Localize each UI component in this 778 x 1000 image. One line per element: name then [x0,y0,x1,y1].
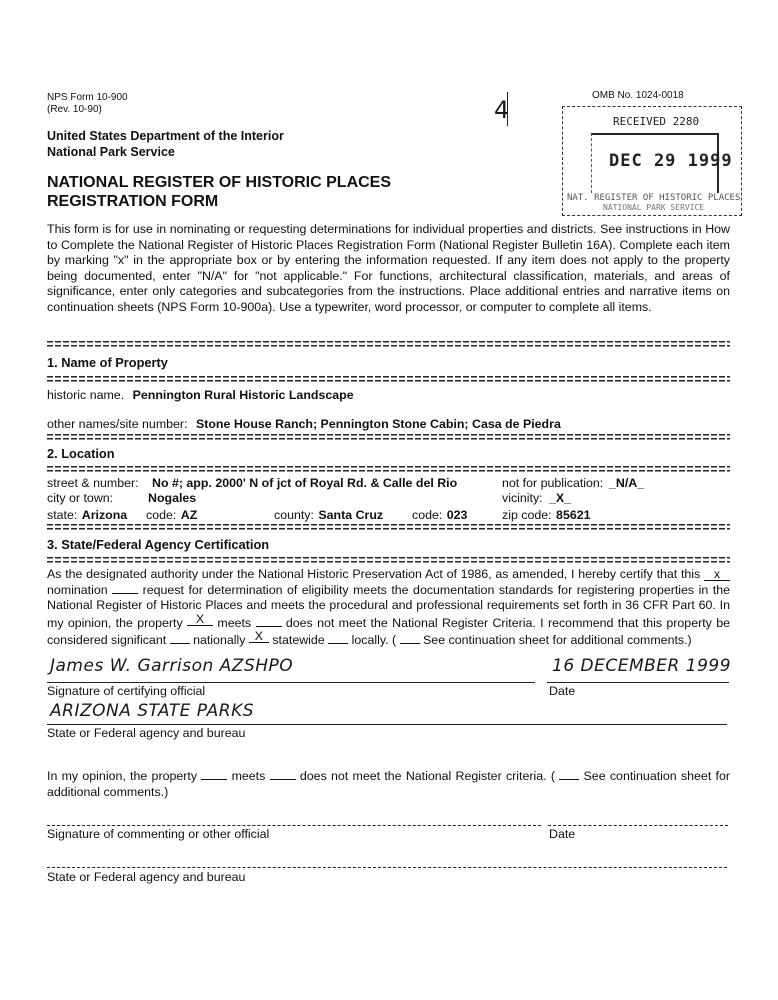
city-label: city or town: [47,491,114,505]
county-code-row [412,506,467,524]
commenting-date-line[interactable] [548,825,728,826]
form-number: NPS Form 10-900 [47,92,128,103]
request-checkbox[interactable] [112,593,138,594]
continuation-checkbox[interactable] [400,643,420,644]
historic-name-value[interactable]: Pennington Rural Historic Landscape [132,388,354,402]
state-label: state: [47,508,78,522]
commenting-agency-line[interactable] [47,867,727,868]
locally-checkbox[interactable] [328,643,348,644]
received-stamp [562,106,742,216]
signature-label: Signature of certifying official [47,684,206,698]
cert-text: nationally [193,633,246,647]
not-for-publication-value[interactable]: _N/A_ [609,476,645,490]
stamp-date: DEC 29 1999 [609,151,733,171]
cert-text: statewide [272,633,325,647]
historic-name-label: historic name. [47,388,125,402]
stamp-received-text: RECEIVED 2280 [613,115,700,128]
other-names-label: other names/site number: [47,417,188,431]
other-names-value[interactable]: Stone House Ranch; Pennington Stone Cabin; Casa de Piedra [195,417,561,431]
certifying-signature[interactable]: James W. Garrison AZSHPO [50,656,294,676]
form-revision: (Rev. 10-90) [47,104,102,115]
section-divider [47,341,730,347]
cert-text: As the designated authority under the National Historic Preservation Act of 1986, as amended, I hereby certify that this [47,567,701,581]
form-title-line2: REGISTRATION FORM [47,193,219,210]
commenting-paragraph [47,769,730,800]
cert-text: meets [217,615,252,630]
section3-heading: 3. State/Federal Agency Certification [47,537,270,552]
statewide-checkbox[interactable]: X [249,631,269,643]
instructions-paragraph: This form is for use in nominating or requesting determinations for individual properties and districts. See instructions in How to Complete the National Register of Historic Places Registration Form (National Register Bulletin 16A). Complete each item by marking "x" in the appropriate box or by entering the information requested. If any item does not apply to the property being documented, enter "N/A" for "not applicable." For functions, architectural classification, materials, and areas of significance, enter only categories and subcategories from the instructions. Place additional entries and narrative items on continuation sheets (NPS Form 10-900a). Use a typewriter, word processor, or computer to complete all items. [47,222,730,314]
street-label: street & number: [47,476,139,490]
state-code-label: code: [146,508,177,522]
comment-text: does not meet the National Register criteria. ( [299,769,555,783]
commenting-agency-label: State or Federal agency and bureau [47,870,246,884]
street-value[interactable]: No #; app. 2000' N of jct of Royal Rd. & Calle del Rio [152,476,458,490]
other-names-row [47,415,561,433]
state-code-value[interactable]: AZ [180,508,198,522]
signature-line [47,682,535,683]
comment-not-meet-checkbox[interactable] [270,779,296,780]
county-code-value[interactable]: 023 [446,508,468,522]
historic-name-row [47,386,354,404]
certification-paragraph [47,567,730,649]
nationally-checkbox[interactable] [170,643,190,644]
comment-text: In my opinion, the property [47,769,198,783]
commenting-date-label: Date [549,827,576,841]
agency-label: State or Federal agency and bureau [47,726,246,740]
zip-row [502,506,591,524]
state-row [47,506,127,524]
cert-text: request for determination of eligibility meets the documentation standards for registering properties in the National Register of Historic Places and meets the procedural and professional requirements set forth in 36 CFR Part 60. In my opinion, the property [47,582,730,630]
zip-label: zip code: [502,508,552,522]
comment-text: See continuation sheet for additional comments.) [47,769,730,799]
county-code-label: code: [412,508,443,522]
cert-text: locally. ( [351,633,397,647]
certifying-date[interactable]: 16 DECEMBER 1999 [552,656,732,676]
vicinity-label: vicinity: [502,491,543,505]
date-label: Date [549,684,576,698]
zip-value[interactable]: 85621 [556,508,591,522]
section-divider [47,524,730,530]
omb-number: OMB No. 1024-0018 [592,90,684,101]
cert-text: nomination [47,582,108,597]
county-value[interactable]: Santa Cruz [318,508,384,522]
comment-text: meets [231,769,266,783]
section2-heading: 2. Location [47,446,115,461]
commenting-signature-label: Signature of commenting or other official [47,827,270,841]
county-label: county: [274,508,314,522]
commenting-signature-line[interactable] [47,825,541,826]
form-title-line1: NATIONAL REGISTER OF HISTORIC PLACES [47,174,392,191]
stamp-footer-line1: NAT. REGISTER OF HISTORIC PLACES [567,193,741,203]
section-divider [47,466,730,472]
vicinity-value[interactable]: _X_ [549,491,572,505]
comment-continuation-checkbox[interactable] [559,779,579,780]
agency-name: National Park Service [47,145,175,159]
date-line [547,682,729,683]
section1-heading: 1. Name of Property [47,355,168,370]
section-divider [47,557,730,563]
meets-checkbox[interactable]: X [187,614,213,626]
not-for-publication-label: not for publication: [502,476,604,490]
does-not-meet-checkbox[interactable] [256,626,282,627]
nomination-checkbox[interactable]: x [704,569,730,581]
cert-text: does not meet the National Register Criteria. I recommend that this property be considered significant [47,615,730,647]
section-divider [47,434,730,440]
state-code-row [146,506,197,524]
department-name: United States Department of the Interior [47,129,284,143]
comment-meets-checkbox[interactable] [201,779,227,780]
stamp-footer-line2: NATIONAL PARK SERVICE [603,203,705,212]
cert-text: See continuation sheet for additional comments.) [423,633,692,647]
handwritten-stroke [507,92,508,126]
agency-line [47,724,727,725]
county-row [274,506,383,524]
state-value[interactable]: Arizona [81,508,128,522]
handwritten-page-mark: 4 [494,96,510,124]
certifying-agency[interactable]: ARIZONA STATE PARKS [50,701,255,721]
city-value[interactable]: Nogales [148,491,197,505]
section-divider [47,376,730,382]
